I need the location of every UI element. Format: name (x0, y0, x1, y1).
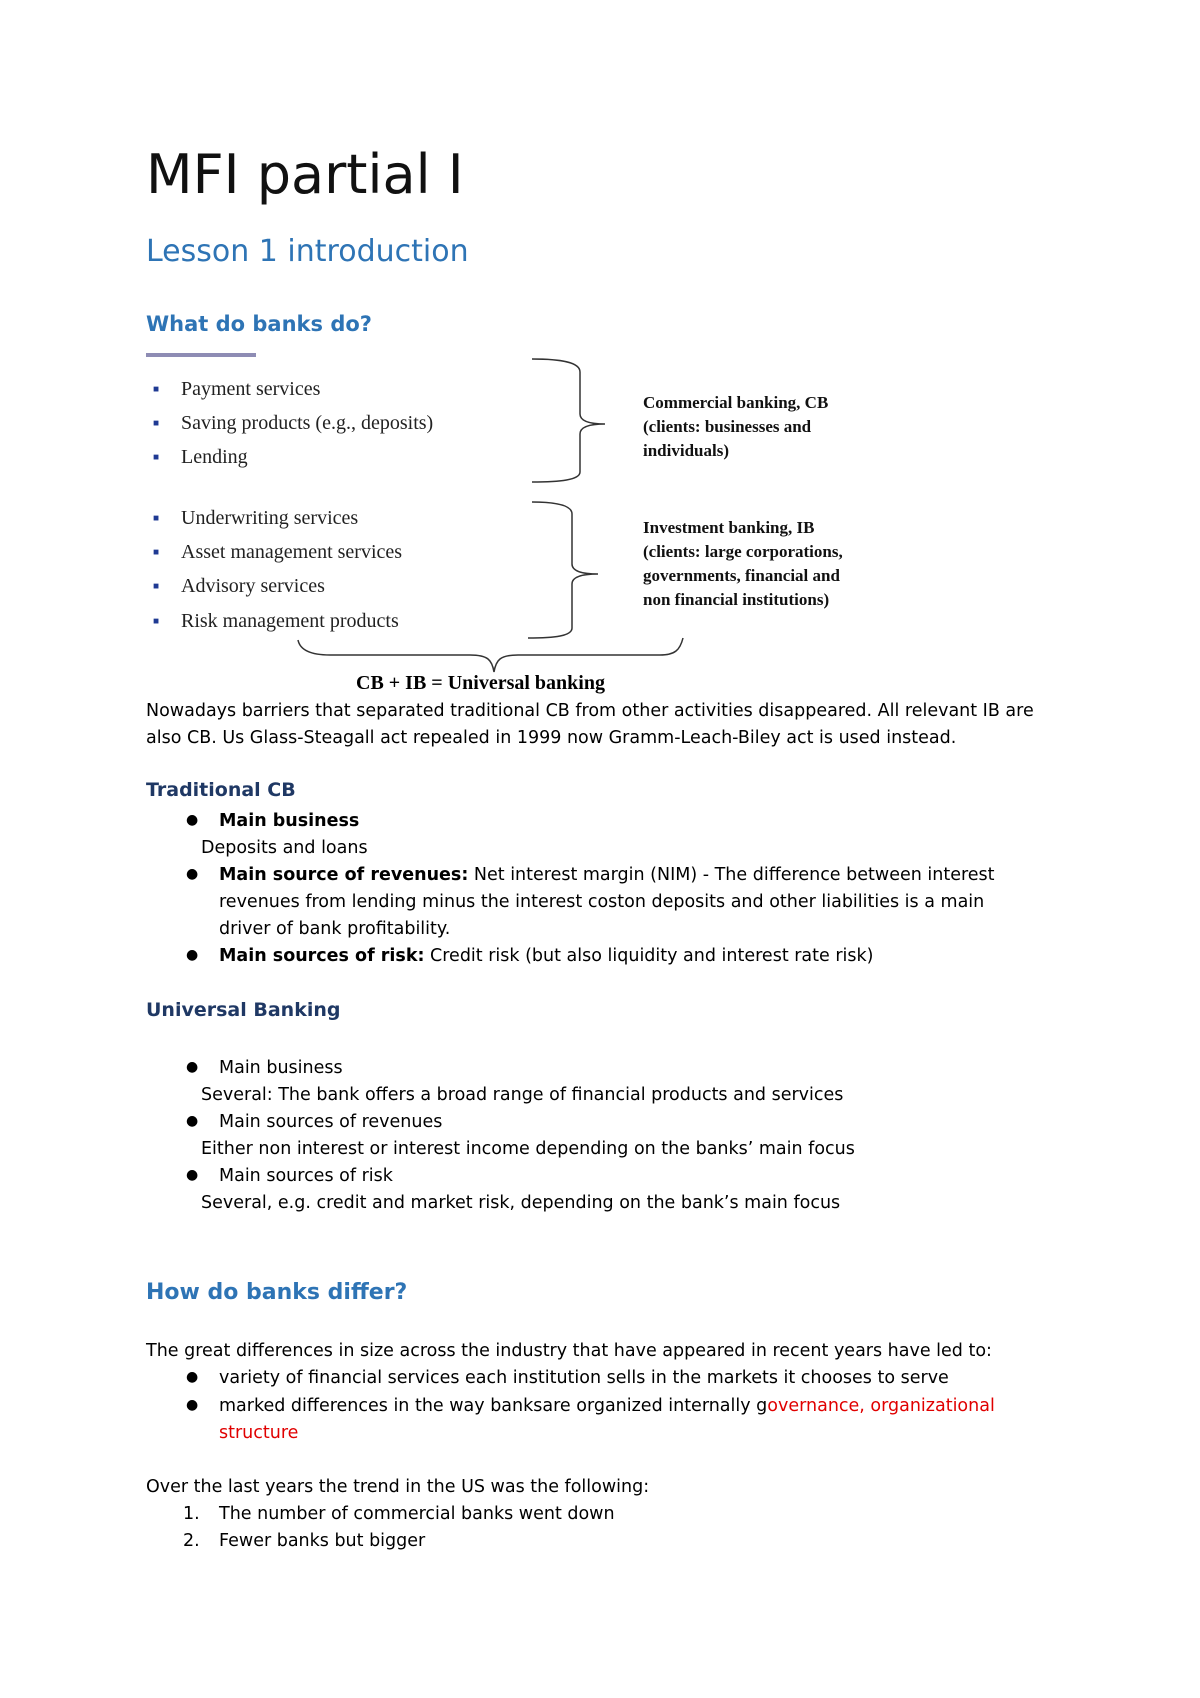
list-item-title: Main sources of revenues (219, 1112, 443, 1132)
list-item-text: Either non interest or interest income depending on the banks’ main focus (201, 1139, 855, 1159)
list-item (219, 862, 995, 889)
list-number: 2. (183, 1531, 200, 1551)
list-item-text: Deposits and loans (201, 838, 368, 858)
list-item-title: Main sources of risk: (219, 946, 425, 966)
banking-diagram (0, 0, 1200, 700)
list-item-title: Main business (219, 811, 360, 831)
heading-traditional-cb: Traditional CB (146, 779, 296, 801)
lesson-subtitle: Lesson 1 introduction (146, 234, 469, 269)
list-item-title: Main sources of risk (219, 1166, 393, 1186)
list-item (219, 943, 874, 970)
diagram-item: Advisory services (181, 575, 325, 597)
bullet-square-icon: ■ (153, 452, 160, 463)
diagram-item: Payment services (181, 378, 321, 400)
cb-label-line: (clients: businesses and (643, 417, 812, 436)
bullet-square-icon: ■ (153, 384, 160, 395)
ib-label-line: (clients: large corporations, (643, 542, 843, 561)
list-item (219, 1393, 995, 1420)
list-item-text: driver of bank profitability. (219, 919, 451, 939)
ib-label (643, 516, 843, 612)
list-item-text: Several: The bank offers a broad range of financial products and services (201, 1085, 844, 1105)
diagram-item: Asset management services (181, 541, 403, 563)
ib-label-line: non financial institutions) (643, 590, 830, 609)
paragraph-line: Over the last years the trend in the US was the following: (146, 1477, 650, 1497)
ib-label-line: Investment banking, IB (643, 518, 815, 537)
brace-lines (0, 0, 1200, 700)
cb-label (643, 391, 828, 463)
list-item-text: marked differences in the way banksare organized internally g (219, 1396, 768, 1416)
cb-label-line: individuals) (643, 441, 729, 460)
bullet-square-icon: ■ (153, 547, 160, 558)
page-title: MFI partial I (146, 143, 464, 206)
list-item-title: Main business (219, 1058, 343, 1078)
section-heading-what-banks-do: What do banks do? (146, 312, 372, 336)
list-item-text: The number of commercial banks went down (219, 1504, 615, 1524)
bullet-dot-icon: ● (186, 866, 199, 882)
diagram-item: Saving products (e.g., deposits) (181, 412, 434, 434)
section-heading-how-banks-differ: How do banks differ? (146, 1280, 408, 1305)
bullet-dot-icon: ● (186, 1369, 199, 1385)
diagram-item: Underwriting services (181, 507, 359, 529)
bullet-dot-icon: ● (186, 1059, 199, 1075)
diagram-item: Risk management products (181, 610, 399, 632)
bullet-dot-icon: ● (186, 1397, 199, 1413)
cb-label-line: Commercial banking, CB (643, 393, 829, 412)
bullet-square-icon: ■ (153, 616, 160, 627)
heading-universal-banking: Universal Banking (146, 999, 341, 1021)
list-item-text: Net interest margin (NIM) - The difference between interest (468, 865, 995, 885)
highlight-text: structure (219, 1423, 299, 1443)
bullet-square-icon: ■ (153, 418, 160, 429)
ib-label-line: governments, financial and (643, 566, 840, 585)
diagram-item: Lending (181, 446, 248, 468)
list-item-title: Main source of revenues: (219, 865, 469, 885)
list-number: 1. (183, 1504, 200, 1524)
list-item-text: Credit risk (but also liquidity and interest rate risk) (424, 946, 874, 966)
universal-banking-label: CB + IB = Universal banking (356, 672, 605, 694)
bullet-square-icon: ■ (153, 581, 160, 592)
highlight-text: overnance, organizational (767, 1396, 995, 1416)
list-item-text: variety of financial services each institution sells in the markets it chooses to serve (219, 1368, 949, 1388)
paragraph-line: The great differences in size across the industry that have appeared in recent years have led to: (146, 1341, 992, 1361)
paragraph-line: Nowadays barriers that separated traditional CB from other activities disappeared. All relevant IB are (146, 701, 1034, 721)
list-item-text: Several, e.g. credit and market risk, depending on the bank’s main focus (201, 1193, 841, 1213)
list-item-text: Fewer banks but bigger (219, 1531, 426, 1551)
bullet-square-icon: ■ (153, 513, 160, 524)
bullet-dot-icon: ● (186, 947, 199, 963)
bullet-dot-icon: ● (186, 1113, 199, 1129)
list-item-text: revenues from lending minus the interest coston deposits and other liabilities is a main (219, 892, 985, 912)
bullet-dot-icon: ● (186, 812, 199, 828)
bullet-dot-icon: ● (186, 1167, 199, 1183)
paragraph-line: also CB. Us Glass-Steagall act repealed in 1999 now Gramm-Leach-Biley act is used instead. (146, 728, 957, 748)
